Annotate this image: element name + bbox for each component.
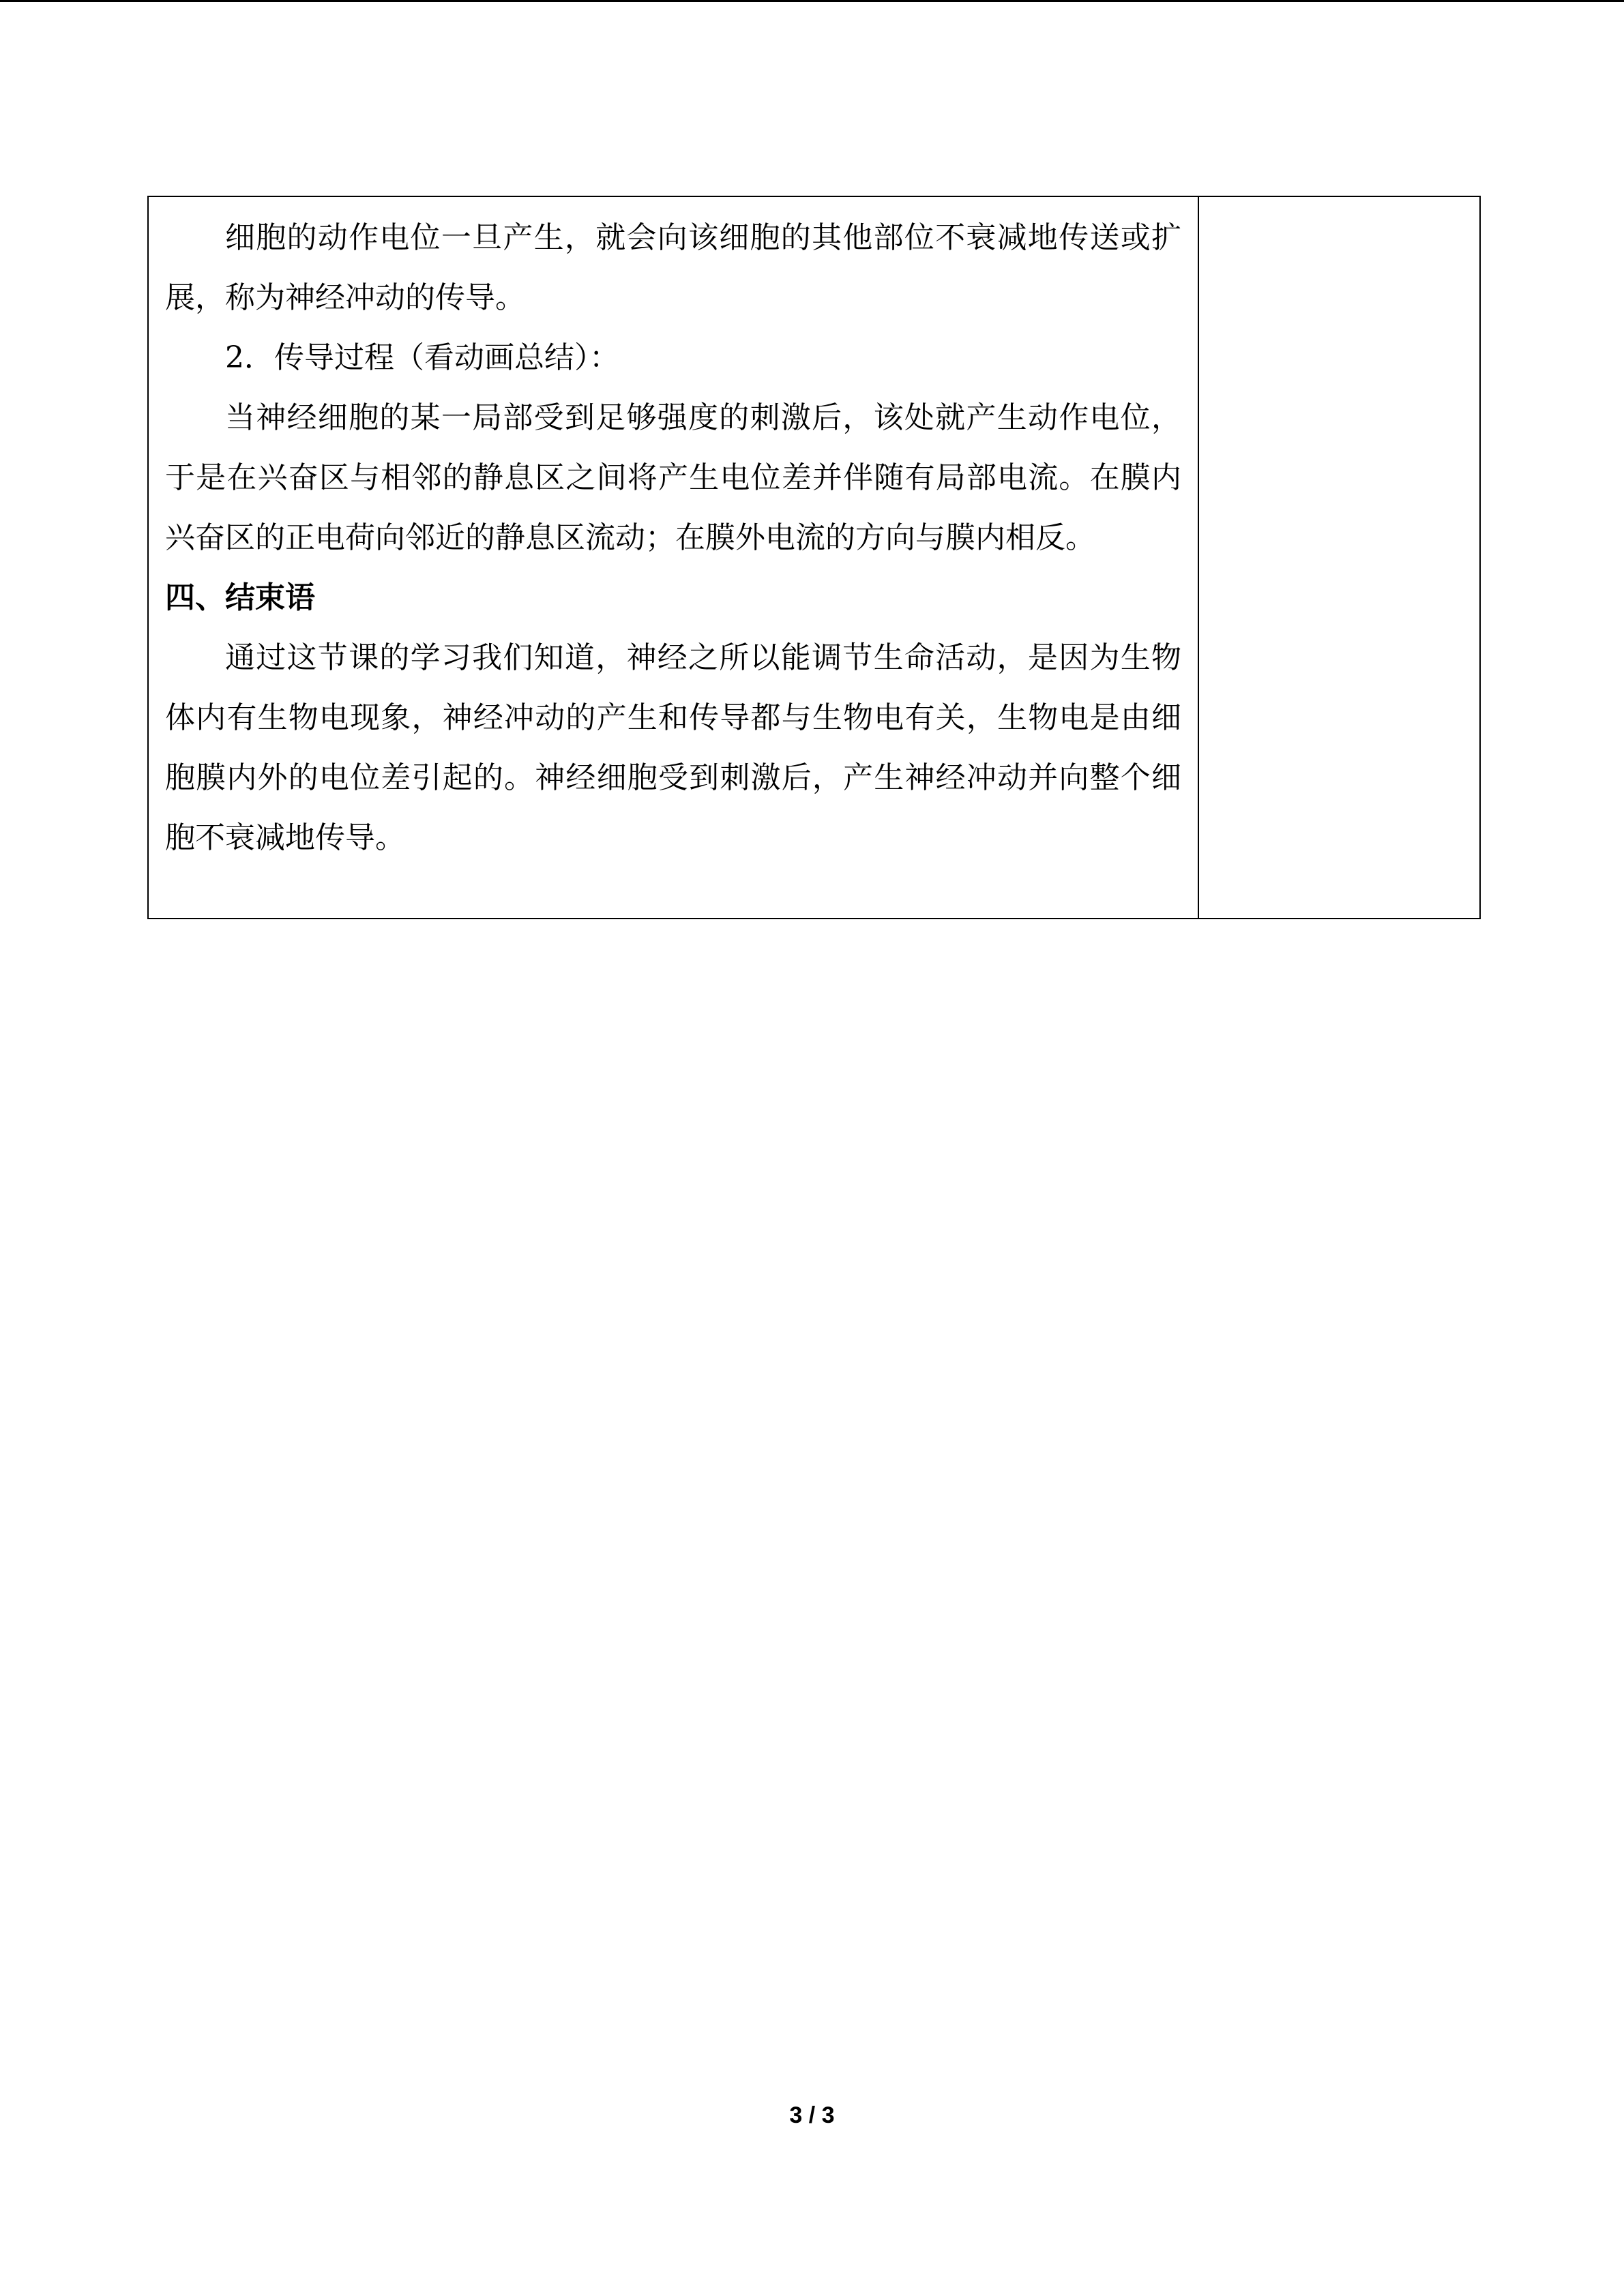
content-body	[149, 197, 1198, 868]
page-top-border	[0, 0, 1624, 2]
section-heading-conclusion: 四、结束语	[165, 580, 315, 615]
table-row	[148, 196, 1480, 919]
lesson-plan-table	[147, 196, 1481, 919]
conclusion-paragraph: 通过这节课的学习我们知道，神经之所以能调节生命活动，是因为生物体内有生物电现象，神经冲动的产生和传导都与生物电有关，生物电是由细胞膜内外的电位差引起的。神经细胞受到刺激后，产生神经冲动并向整个细胞不衰减地传导。	[165, 640, 1181, 855]
conduction-process-paragraph: 当神经细胞的某一局部受到足够强度的刺激后，该处就产生动作电位，于是在兴奋区与相邻的静息区之间将产生电位差并伴随有局部电流。在膜内兴奋区的正电荷向邻近的静息区流动；在膜外电流的方向与膜内相反。	[165, 400, 1181, 555]
conduction-definition-paragraph: 细胞的动作电位一旦产生，就会向该细胞的其他部位不衰减地传送或扩展，称为神经冲动的传导。	[165, 220, 1181, 315]
content-cell	[148, 196, 1198, 919]
conduction-process-subheading: 2．传导过程（看动画总结）：	[225, 340, 619, 375]
notes-cell	[1198, 196, 1480, 919]
page-number: 3 / 3	[789, 2102, 835, 2128]
